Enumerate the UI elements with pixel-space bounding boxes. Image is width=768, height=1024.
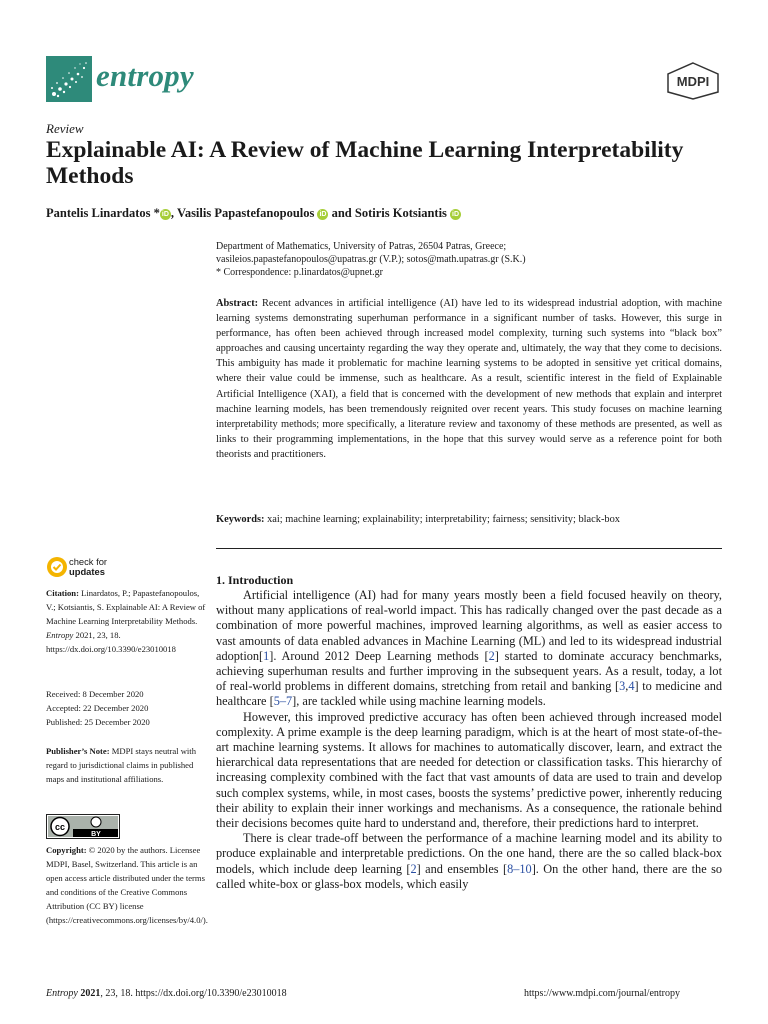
journal-logo-icon — [46, 56, 92, 102]
citation-link[interactable]: 4 — [628, 679, 635, 694]
publisher-note-label: Publisher’s Note: — [46, 746, 110, 756]
svg-text:BY: BY — [91, 831, 101, 838]
citation-link[interactable]: 2 — [488, 648, 495, 663]
keywords-text: xai; machine learning; explainability; interpretability; fairness; sensitivity; black-box — [267, 514, 620, 525]
check-for-updates-icon[interactable] — [46, 556, 68, 578]
corresponding-mark: * — [153, 206, 160, 220]
author-emails[interactable]: vasileios.papastefanopoulos@upatras.gr (V.P.); sotos@math.upatras.gr (S.K.) — [216, 254, 526, 265]
svg-text:cc: cc — [54, 822, 66, 832]
dates-block — [46, 687, 206, 729]
abstract-text: Recent advances in artificial intelligence (AI) have led to its widespread industrial adoption, with machine learning systems demonstrating superhuman performance in a significant number of tasks. However, this surge in performance, has often been achieved through increased model complexity, turning such systems into “black box” approaches and causing uncertainty regarding the way they operate and, ultimately, the way that they come to decisions. This ambiguity has made it problematic for machine learning systems to be adopted in sensitive yet critical domains, where their value could be immense, such as healthcare. As a result, scientific interest in the field of Explainable Artificial Intelligence (XAI), a field that is concerned with the development of new methods that explain and interpret machine learning models, has been tremendously reignited over recent years. This study focuses on machine learning interpretability methods; more specifically, a literature review and taxonomy of these methods are presented, as well as links to their programming implementations, in the hope that this survey would serve as a reference point for both theorists and practitioners. — [216, 298, 722, 460]
author-name[interactable]: Pantelis Linardatos — [46, 206, 151, 220]
cc-by-license-icon[interactable] — [46, 814, 120, 839]
author-list: Pantelis Linardatos * iD , Vasilis Papastefanopoulos iD and Sotiris Kotsiantis iD — [46, 206, 460, 220]
keywords-label: Keywords: — [216, 514, 265, 525]
citation-link[interactable]: 5–7 — [273, 694, 293, 709]
affiliation-block — [216, 240, 726, 279]
citation-journal: Entropy — [46, 630, 74, 640]
footer-journal: Entropy — [46, 988, 78, 999]
publisher-note-text: MDPI stays neutral with regard to jurisdictional claims in published maps and institutional affiliations. — [46, 746, 196, 784]
publisher-name: MDPI — [676, 74, 710, 89]
footer-doi[interactable]: , 23, 18. https://dx.doi.org/10.3390/e23010018 — [100, 988, 287, 999]
citation-block — [46, 586, 206, 656]
section-title: 1. Introduction — [216, 573, 294, 587]
orcid-icon[interactable]: iD — [319, 211, 327, 218]
check-for-updates[interactable]: check for updates — [69, 556, 108, 577]
orcid-icon[interactable]: iD — [452, 211, 460, 218]
paragraph: Artificial intelligence (AI) had for many years mostly been a field focused heavily on theory, without many applications of real-world impact. This has radically changed over the past decade as a combination of more powerful machines, improved learning algorithms, as well as easier access to vast amounts of data enabled advances in Machine Learning (ML) and led to its widespread industrial adoption[1]. Around 2012 Deep Learning methods [2] started to dominate accuracy benchmarks, achieving superhuman results and further improving in the subsequent years. As a result, today, a lot of real-world problems in different domains, stretching from retail and banking [3,4] to medicine and healthcare [5–7], are tackled while using machine learning models. — [216, 588, 722, 709]
keywords — [216, 514, 722, 525]
citation-doi[interactable]: 2021, 23, 18. https://dx.doi.org/10.3390/e23010018 — [46, 630, 176, 654]
accepted-date: Accepted: 22 December 2020 — [46, 703, 149, 713]
author-name[interactable]: Sotiris Kotsiantis — [354, 206, 447, 220]
received-date: Received: 8 December 2020 — [46, 689, 144, 699]
footer-citation — [46, 988, 287, 999]
copyright-text: © 2020 by the authors. Licensee MDPI, Basel, Switzerland. This article is an open access article distributed under the terms and conditions of the Creative Commons Attribution (CC BY) license (https://creativecommons.org/licenses/by/4.0/). — [46, 845, 208, 925]
copyright-label: Copyright: — [46, 845, 87, 855]
abstract — [216, 296, 722, 462]
article-type: Review — [46, 121, 84, 136]
correspondence[interactable]: * Correspondence: p.linardatos@upnet.gr — [216, 267, 383, 278]
citation-link[interactable]: 1 — [263, 648, 270, 663]
affiliation: Department of Mathematics, University of Patras, 26504 Patras, Greece; — [216, 241, 507, 252]
citation-text: Linardatos, P.; Papastefanopoulos, V.; Kotsiantis, S. Explainable AI: A Review of Machine Learning Interpretability Methods. — [46, 588, 206, 626]
author-name[interactable]: Vasilis Papastefanopoulos — [176, 206, 315, 220]
divider — [216, 548, 722, 549]
footer-year: 2021 — [80, 988, 101, 999]
publisher-note — [46, 744, 206, 786]
journal-name: entropy — [96, 58, 194, 93]
citation-link[interactable]: 3 — [619, 679, 626, 694]
mdpi-logo-icon — [666, 62, 720, 100]
orcid-icon[interactable]: iD — [161, 211, 169, 218]
copyright-block — [46, 843, 206, 927]
abstract-label: Abstract: — [216, 298, 259, 309]
paragraph: There is clear trade-off between the performance of a machine learning model and its ability to produce explainable and interpretable predictions. On the one hand, there are the so called black-box models, which include deep learning [2] and ensembles [8–10]. On the other hand, there are the so called white-box or glass-box models, which easily — [216, 831, 723, 891]
body-text — [216, 588, 722, 892]
citation-link[interactable]: 8–10 — [507, 861, 532, 876]
citation-link[interactable]: 2 — [410, 861, 417, 876]
published-date: Published: 25 December 2020 — [46, 717, 150, 727]
footer-journal-url[interactable]: https://www.mdpi.com/journal/entropy — [524, 988, 681, 999]
paragraph: However, this improved predictive accuracy has often been achieved through increased model complexity. A prime example is the deep learning paradigm, which is at the heart of most state-of-the-art machine learning systems. It allows for machines to automatically discover, learn, and extract the hierarchical data representations that are needed for detection or classification tasks. This hierarchy of increasing complexity combined with the fact that vast amounts of data are used to train and develop such complex systems, while, in most cases, boosts the systems’ predictive power, inherently reducing their ability to explain their inner workings and mechanisms. As a consequence, the rationale behind their decisions becomes quite hard to understand and, therefore, their predictions hard to interpret. — [216, 709, 722, 831]
article-title: Explainable AI: A Review of Machine Learning Interpretability Methods — [46, 137, 684, 189]
citation-label: Citation: — [46, 588, 79, 598]
